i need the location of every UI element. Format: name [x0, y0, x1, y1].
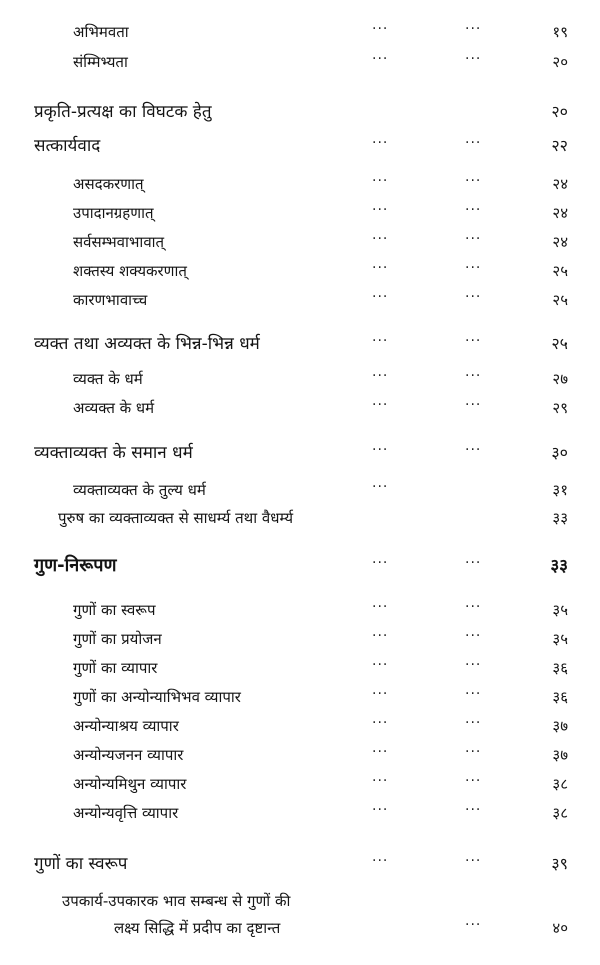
leader-dots: ···	[372, 289, 389, 305]
entry-title: सत्कार्यवाद	[34, 136, 101, 156]
leader-dots: ···	[465, 853, 482, 869]
toc-entry	[0, 625, 600, 653]
page-number: ३५	[552, 601, 568, 619]
page-number: ३९	[551, 854, 568, 873]
page-number: ३३	[552, 509, 568, 527]
entry-title: गुणों का प्रयोजन	[73, 630, 162, 648]
toc-entry	[0, 286, 600, 314]
leader-dots: ···	[372, 368, 389, 384]
leader-dots: ···	[465, 715, 482, 731]
leader-dots: ···	[465, 744, 482, 760]
toc-entry	[0, 770, 600, 798]
leader-dots: ···	[465, 555, 482, 571]
entry-title: व्यक्ताव्यक्त के तुल्य धर्म	[73, 481, 206, 499]
entry-title: व्यक्त के धर्म	[73, 370, 143, 388]
toc-entry	[0, 199, 600, 227]
entry-title: शक्तस्य शक्यकरणात्	[73, 262, 187, 280]
toc-entry	[0, 365, 600, 393]
leader-dots: ···	[372, 657, 389, 673]
entry-title: गुणों का व्यापार	[73, 659, 158, 677]
leader-dots: ···	[465, 51, 482, 67]
entry-title: सर्वसम्भवाभावात्	[73, 233, 165, 251]
entry-title: व्यक्त तथा अव्यक्त के भिन्न-भिन्न धर्म	[34, 334, 260, 354]
toc-entry	[0, 48, 600, 76]
leader-dots: ···	[465, 21, 482, 37]
leader-dots: ···	[372, 802, 389, 818]
toc-entry	[0, 257, 600, 285]
leader-dots: ···	[372, 21, 389, 37]
entry-title: अन्योन्यजनन व्यापार	[73, 746, 184, 764]
page-number: ३६	[552, 659, 568, 677]
leader-dots: ···	[372, 686, 389, 702]
leader-dots: ···	[465, 260, 482, 276]
leader-dots: ···	[465, 442, 482, 458]
page-number: ३७	[552, 746, 568, 764]
page-number: २०	[552, 53, 568, 71]
leader-dots: ···	[465, 231, 482, 247]
toc-entry	[0, 850, 600, 878]
leader-dots: ···	[372, 173, 389, 189]
leader-dots: ···	[465, 773, 482, 789]
leader-dots: ···	[372, 397, 389, 413]
leader-dots: ···	[372, 599, 389, 615]
entry-title: अन्योन्यवृत्ति व्यापार	[73, 804, 179, 822]
toc-entry	[0, 330, 600, 358]
page-number: ३७	[552, 717, 568, 735]
toc-entry	[0, 18, 600, 46]
leader-dots: ···	[372, 555, 389, 571]
leader-dots: ···	[465, 173, 482, 189]
toc-entry	[0, 394, 600, 422]
page-number: २५	[551, 334, 568, 353]
page-number: २०	[551, 102, 568, 121]
page-number: २४	[552, 233, 568, 251]
entry-title: गुण-निरूपण	[34, 555, 117, 576]
entry-title: उपादानग्रहणात्	[73, 204, 154, 222]
entry-title: संम्मिभ्यता	[73, 53, 128, 71]
toc-entry	[0, 439, 600, 467]
entry-title: अन्योन्याश्रय व्यापार	[73, 717, 179, 735]
toc-entry	[0, 132, 600, 160]
page-number: २७	[552, 370, 568, 388]
leader-dots: ···	[465, 628, 482, 644]
page-number: ३१	[552, 481, 568, 499]
toc-entry	[0, 476, 600, 504]
leader-dots: ···	[372, 333, 389, 349]
leader-dots: ···	[372, 715, 389, 731]
leader-dots: ···	[465, 599, 482, 615]
toc-entry	[0, 799, 600, 827]
entry-title: असदकरणात्	[73, 175, 144, 193]
leader-dots: ···	[372, 135, 389, 151]
page-number: २४	[552, 204, 568, 222]
entry-title: गुणों का स्वरूप	[34, 854, 128, 874]
entry-title: उपकार्य-उपकारक भाव सम्बन्ध से गुणों की	[62, 892, 291, 910]
leader-dots: ···	[372, 479, 389, 495]
page-number: ४०	[552, 919, 568, 937]
entry-title: अन्योन्यमिथुन व्यापार	[73, 775, 187, 793]
entry-title: अव्यक्त के धर्म	[73, 399, 155, 417]
leader-dots: ···	[465, 686, 482, 702]
page-number: २२	[551, 136, 568, 155]
leader-dots: ···	[372, 260, 389, 276]
toc-entry	[0, 552, 600, 580]
entry-title: गुणों का स्वरूप	[73, 601, 156, 619]
toc-entry	[0, 741, 600, 769]
leader-dots: ···	[372, 231, 389, 247]
leader-dots: ···	[372, 51, 389, 67]
leader-dots: ···	[465, 289, 482, 305]
leader-dots: ···	[465, 135, 482, 151]
toc-entry	[0, 596, 600, 624]
leader-dots: ···	[465, 202, 482, 218]
leader-dots: ···	[465, 333, 482, 349]
page-number: ३८	[552, 804, 568, 822]
page-number: ३०	[551, 443, 568, 462]
leader-dots: ···	[465, 397, 482, 413]
leader-dots: ···	[372, 628, 389, 644]
leader-dots: ···	[465, 657, 482, 673]
page-number: २४	[552, 175, 568, 193]
entry-title: प्रकृति-प्रत्यक्ष का विघटक हेतु	[34, 102, 212, 122]
page-number: २५	[552, 262, 568, 280]
toc-entry	[0, 98, 600, 126]
toc-entry	[0, 504, 600, 532]
toc-entry	[0, 887, 600, 915]
leader-dots: ···	[372, 442, 389, 458]
toc-entry	[0, 914, 600, 942]
page-number: ३६	[552, 688, 568, 706]
toc-entry	[0, 712, 600, 740]
leader-dots: ···	[372, 744, 389, 760]
leader-dots: ···	[372, 202, 389, 218]
entry-title: अभिमवता	[73, 23, 129, 41]
page-number: ३५	[552, 630, 568, 648]
toc-entry	[0, 228, 600, 256]
toc-entry	[0, 654, 600, 682]
page-number: १९	[552, 23, 568, 41]
toc-entry	[0, 170, 600, 198]
entry-title: व्यक्ताव्यक्त के समान धर्म	[34, 443, 193, 463]
entry-title: लक्ष्य सिद्धि में प्रदीप का दृष्टान्त	[114, 919, 281, 937]
leader-dots: ···	[465, 368, 482, 384]
leader-dots: ···	[372, 773, 389, 789]
page-number: ३८	[552, 775, 568, 793]
page-number: २९	[552, 399, 568, 417]
leader-dots: ···	[465, 917, 482, 933]
entry-title: पुरुष का व्यक्ताव्यक्त से साधर्म्य तथा वैधर्म्य	[58, 509, 294, 527]
entry-title: कारणभावाच्च	[73, 291, 148, 309]
page-number: ३३	[550, 556, 568, 576]
toc-entry	[0, 683, 600, 711]
leader-dots: ···	[465, 802, 482, 818]
leader-dots: ···	[372, 853, 389, 869]
entry-title: गुणों का अन्योन्याभिभव व्यापार	[73, 688, 241, 706]
page-number: २५	[552, 291, 568, 309]
